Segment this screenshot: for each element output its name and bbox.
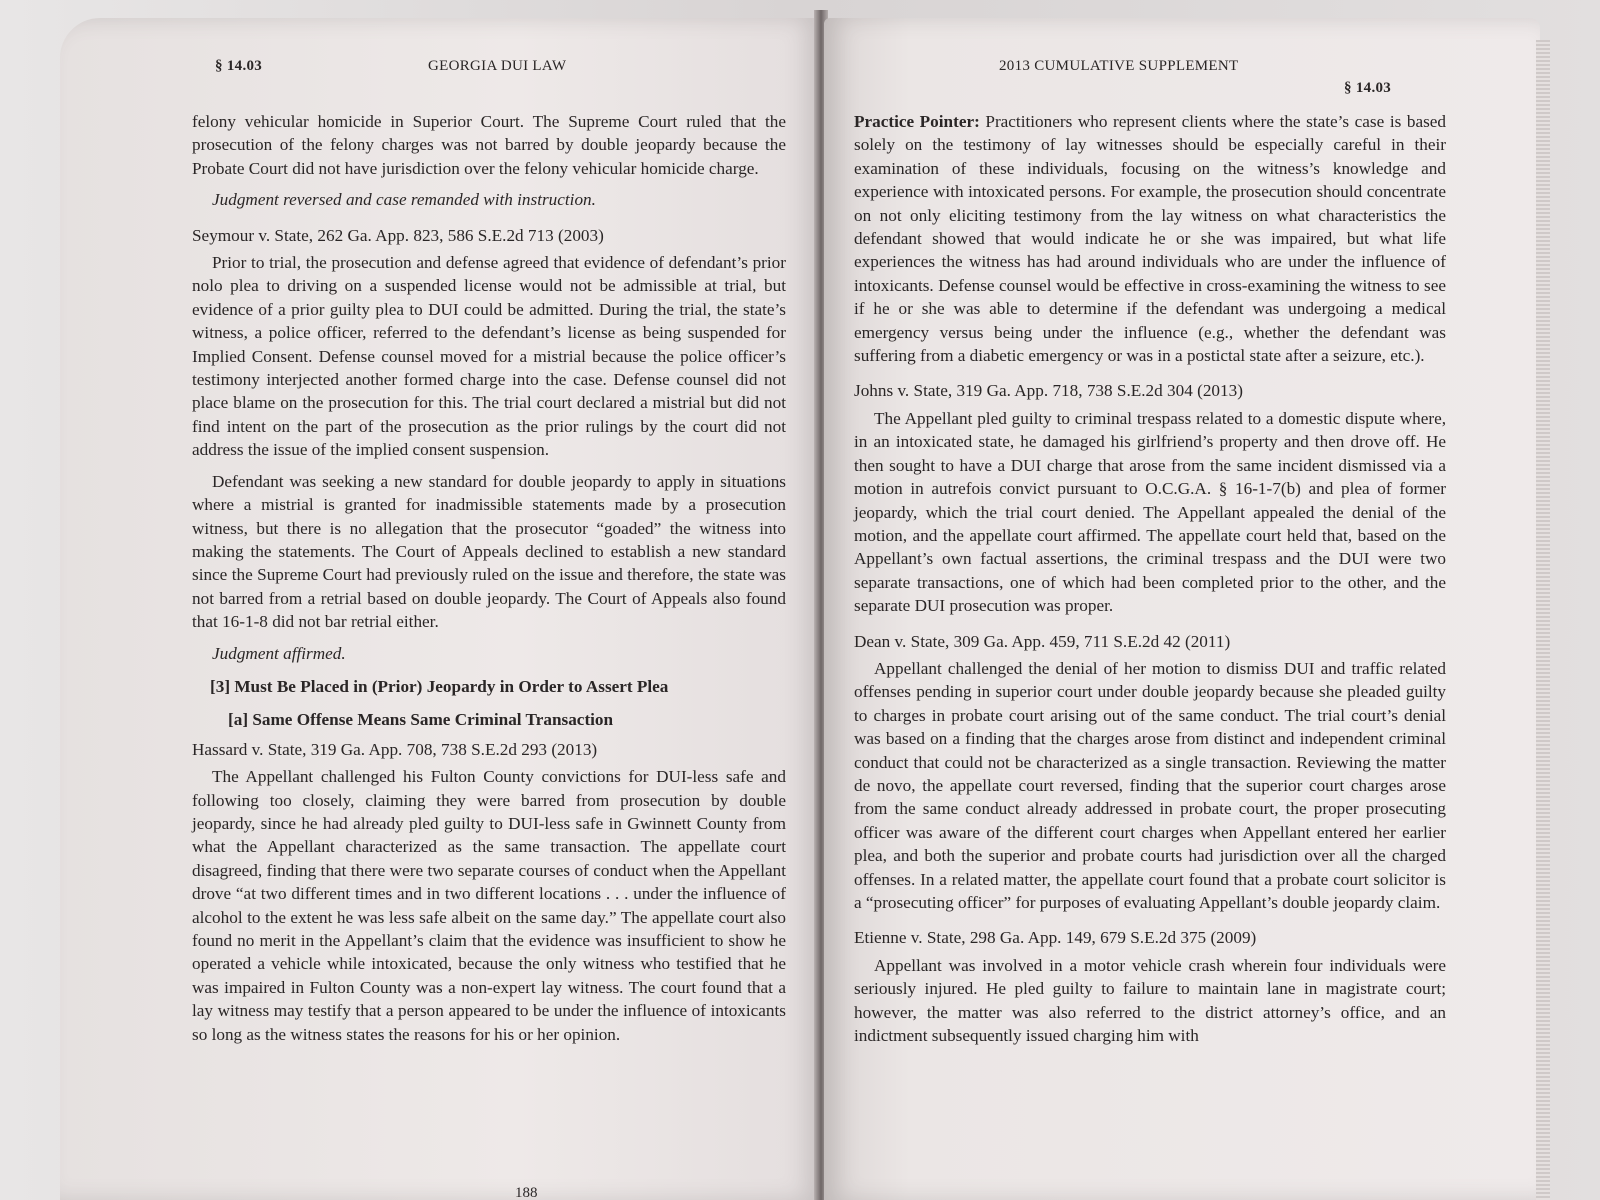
case-citation: Hassard v. State, 319 Ga. App. 708, 738 S.E.2d 293 (2013) xyxy=(192,739,598,759)
paragraph: Appellant challenged the denial of her motion to dismiss DUI and traffic related offenses pending in superior court under double jeopardy because she pleaded guilty to charges in probate court arising out of the same conduct. The trial court’s denial was based on a finding that the charges arose from distinct and independent criminal conduct that could not be characterized as a single transaction. Reviewing the matter de novo, the appellate court reversed, finding that the superior court charges arose from the same conduct already addressed in probate court, the proper prosecuting officer was aware of the different court charges when Appellant entered her earlier plea, and both the superior and probate courts had jurisdiction over all the charged offenses. In a related matter, the appellate court found that a probate court solicitor is a “prosecuting officer” for purposes of evaluating Appellant’s double jeopardy claim. xyxy=(854,658,1446,912)
right-section-number: § 14.03 xyxy=(1344,80,1392,96)
left-running-title: GEORGIA DUI LAW xyxy=(428,58,567,74)
judgment-line: Judgment reversed and case remanded with instruction. xyxy=(212,190,596,210)
subsection-heading: [a] Same Offense Means Same Criminal Transaction xyxy=(228,710,614,730)
right-page xyxy=(824,18,1540,1200)
right-running-title: 2013 CUMULATIVE SUPPLEMENT xyxy=(999,58,1239,74)
case-citation: Seymour v. State, 262 Ga. App. 823, 586 S.E.2d 713 (2003) xyxy=(192,225,604,245)
case-citation: Johns v. State, 319 Ga. App. 718, 738 S.E.2d 304 (2013) xyxy=(854,381,1243,401)
page-number: 188 xyxy=(515,1185,538,1200)
case-citation: Dean v. State, 309 Ga. App. 459, 711 S.E.2d 42 (2011) xyxy=(854,631,1231,651)
judgment-line: Judgment affirmed. xyxy=(212,643,346,663)
practice-pointer-text: Practitioners who represent clients where the state’s case is based solely on the testimony of lay witnesses should be especially careful in their examination of these individuals, focusing on the witness’s knowledge and experience with intoxicated persons. For example, the prosecution should concentrate on not only eliciting testimony from the lay witness on what characteristics the defendant showed that would indicate he or she was impaired, but what life experiences the witness has had around individuals who are under the influence of intoxicants. Defense counsel would be effective in cross-examining the witness to see if he or she was able to determine if the defendant was undergoing a medical emergency versus being under the influence (e.g., whether the defendant was suffering from a diabetic emergency or was in a postictal state after a seizure, etc.). xyxy=(854,112,1446,366)
practice-pointer xyxy=(854,110,1446,367)
practice-pointer-label: Practice Pointer: xyxy=(854,112,980,131)
left-section-number: § 14.03 xyxy=(215,58,263,74)
right-page-body xyxy=(854,110,1446,1047)
section-heading: [3] Must Be Placed in (Prior) Jeopardy in Order to Assert Plea xyxy=(210,676,669,696)
left-page-body xyxy=(192,110,786,1046)
paragraph: Appellant was involved in a motor vehicle crash wherein four individuals were seriously injured. He pled guilty to failure to maintain lane in magistrate court; however, the matter was also referred to the district attorney’s office, and an indictment subsequently issued charging him with xyxy=(854,955,1446,1046)
paragraph: Prior to trial, the prosecution and defense agreed that evidence of defendant’s prior nolo plea to driving on a suspended license would not be admissible at trial, but evidence of a prior guilty plea to DUI could be admitted. During the trial, the state’s witness, a police officer, referred to the defendant’s license as being suspended for Implied Consent. Defense counsel moved for a mistrial because the police officer’s testimony interjected another formed charge into the case. Defense counsel did not place blame on the prosecution for this. The trial court declared a mistrial but did not find intent on the part of the prosecution as the prior rulings by the court did not address the issue of the implied consent suspension. xyxy=(192,253,786,460)
right-page-header xyxy=(824,58,1540,98)
paragraph: felony vehicular homicide in Superior Court. The Supreme Court ruled that the prosecution of the felony charges was not barred by double jeopardy because the Probate Court did not have jurisdiction over the felony vehicular homicide charge. xyxy=(192,112,786,178)
paragraph: Defendant was seeking a new standard for double jeopardy to apply in situations where a mistrial is granted for inadmissible statements made by a prosecution witness, but there is no allegation that the prosecutor “goaded” the witness into making the statements. The Court of Appeals declined to establish a new standard since the Supreme Court had previously ruled on the issue and therefore, the state was not barred from a retrial based on double jeopardy. The Court of Appeals also found that 16-1-8 did not bar retrial either. xyxy=(192,471,786,632)
page-edges xyxy=(1536,40,1550,1200)
left-page xyxy=(60,18,820,1200)
paragraph: The Appellant pled guilty to criminal trespass related to a domestic dispute where, in an intoxicated state, he damaged his girlfriend’s property and then drove off. He then sought to have a DUI charge that arose from the same incident dismissed via a motion in autrefois convict pursuant to O.C.G.A. § 16-1-7(b) and plea of former jeopardy, which the trial court denied. The Appellant appealed the denial of the motion, and the appellate court affirmed. The appellate court held that, based on the Appellant’s own factual assertions, the criminal trespass and the DUI were two separate transactions, one of which had been completed prior to the other, and the separate DUI prosecution was proper. xyxy=(854,408,1446,616)
case-citation: Etienne v. State, 298 Ga. App. 149, 679 S.E.2d 375 (2009) xyxy=(854,928,1257,948)
left-page-header xyxy=(60,58,820,98)
paragraph: The Appellant challenged his Fulton County convictions for DUI-less safe and following too closely, claiming they were barred from prosecution by double jeopardy, since he had already pled guilty to DUI-less safe in Gwinnett County from what the Appellant characterized as the same transaction. The appellate court disagreed, finding that there were two separate courses of conduct when the Appellant drove “at two different times and in two different locations . . . under the influence of alcohol to the extent he was less safe albeit on the same day.” The appellate court also found no merit in the Appellant’s claim that the evidence was insufficient to show he operated a vehicle while intoxicated, because the only witness who testified that he was impaired in Fulton County was a non-expert lay witness. The court found that a lay witness may testify that a person appeared to be under the influence of intoxicants so long as the witness states the reasons for his or her opinion. xyxy=(192,767,786,1044)
